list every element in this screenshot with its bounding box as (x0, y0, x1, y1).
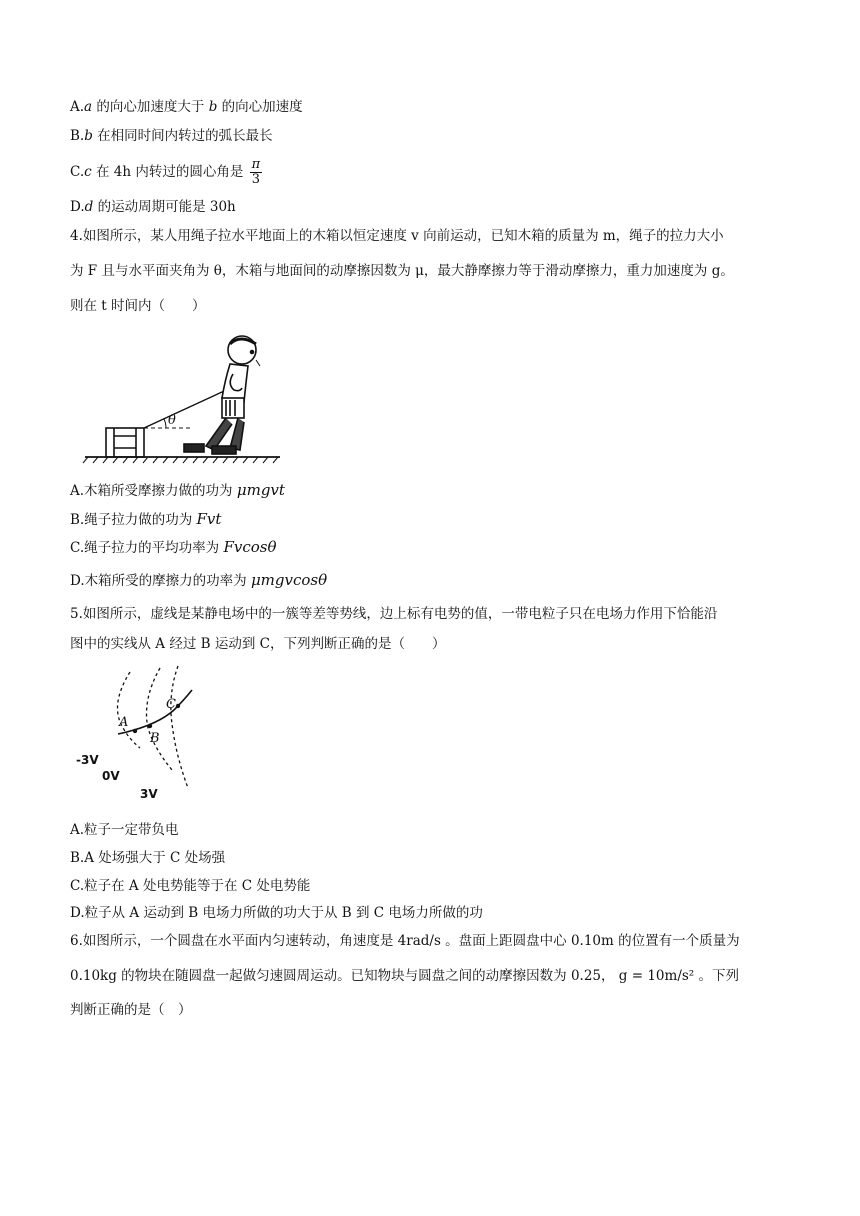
label-a: A (119, 715, 129, 730)
q4-option-d (70, 570, 327, 591)
var-b: b (84, 128, 93, 144)
person-pulling-icon (184, 336, 260, 454)
option-b-prefix: B. (70, 128, 85, 144)
q3-option-b (70, 126, 273, 146)
fraction-numerator: π (251, 157, 261, 172)
option-d-prefix: D. (70, 199, 85, 215)
q5-option-c: C.粒子在 A 处电势能等于在 C 处电势能 (70, 878, 311, 894)
label-c: C (166, 697, 176, 712)
option-c-formula: Fvcosθ (223, 538, 277, 556)
option-a-post: 的向心加速度 (217, 99, 303, 115)
option-a-prefix: A. (70, 99, 85, 115)
label-3v: 3V (140, 787, 158, 801)
option-c-prefix: C. (70, 164, 85, 180)
q6-stem-line-1: 6.如图所示，一个圆盘在水平面内匀速转动，角速度是 4rad/s 。盘面上距圆盘中心 0.10m 的位置有一个质量为 (70, 933, 740, 949)
q5-figure-equipotential-lines (70, 664, 205, 804)
q4-stem-line-2: 为 F 且与水平面夹角为 θ，木箱与地面间的动摩擦因数为 μ，最大静摩擦力等于滑动摩擦力，重力加速度为 g。 (70, 263, 734, 279)
label-b: B (150, 731, 160, 746)
equipotential-line-minus-3v (118, 672, 141, 748)
var-c: c (84, 164, 92, 180)
option-a-text: A.木箱所受摩擦力做的功为 (70, 483, 237, 499)
angle-theta-label: θ (168, 413, 176, 428)
q5-option-a: A.粒子一定带负电 (70, 822, 179, 838)
particle-trajectory (118, 690, 192, 734)
q3-option-c (70, 158, 262, 187)
option-a-formula: μmgvt (236, 481, 285, 499)
option-d-text: D.木箱所受的摩擦力的功率为 (70, 573, 251, 589)
option-b-formula: Fvt (196, 510, 222, 528)
fraction-denominator: 3 (251, 172, 261, 187)
label-minus-3v: -3V (76, 753, 99, 767)
equipotential-line-3v (171, 666, 188, 788)
option-c-text: 在 4h 内转过的圆心角是 (91, 164, 248, 180)
q6-stem-line-2: 0.10kg 的物块在随圆盘一起做匀速圆周运动。已知物块与圆盘之间的动摩擦因数为 0.25， g = 10m/s² 。下列 (70, 968, 740, 984)
option-b-text: 在相同时间内转过的弧长最长 (92, 128, 273, 144)
q4-figure-person-pulling-box (80, 330, 290, 466)
option-d-formula: μmgvcosθ (250, 571, 328, 589)
point-c-dot (176, 704, 180, 708)
label-0v: 0V (102, 769, 120, 783)
q5-option-d: D.粒子从 A 运动到 B 电场力所做的功大于从 B 到 C 电场力所做的功 (70, 905, 483, 921)
var-d: d (84, 199, 94, 215)
q3-option-a (70, 97, 303, 117)
q5-stem-line-2: 图中的实线从 A 经过 B 运动到 C，下列判断正确的是（ ） (70, 636, 446, 652)
q5-stem-line-1: 5.如图所示，虚线是某静电场中的一簇等差等势线，边上标有电势的值，一带电粒子只在电场力作用下恰能沿 (70, 606, 718, 622)
point-a-dot (133, 729, 137, 733)
fraction-pi-over-3 (250, 158, 263, 187)
option-c-text: C.绳子拉力的平均功率为 (70, 540, 224, 556)
q3-option-d (70, 197, 236, 217)
option-b-text: B.绳子拉力做的功为 (70, 512, 197, 528)
var-b: b (208, 99, 218, 115)
q4-option-a (70, 480, 285, 501)
q4-stem-line-3: 则在 t 时间内（ ） (70, 298, 206, 314)
var-a: a (84, 99, 93, 115)
q6-stem-line-3: 判断正确的是（ ） (70, 1002, 192, 1018)
option-d-text: 的运动周期可能是 30h (93, 199, 236, 215)
wooden-box (106, 428, 144, 457)
q4-option-c (70, 537, 276, 558)
q5-option-b: B.A 处场强大于 C 处场强 (70, 850, 226, 866)
option-a-mid: 的向心加速度大于 (92, 99, 209, 115)
q4-stem-line-1: 4.如图所示，某人用绳子拉水平地面上的木箱以恒定速度 v 向前运动，已知木箱的质量为 m，绳子的拉力大小 (70, 228, 724, 244)
equipotential-line-0v (147, 668, 173, 770)
q4-option-b (70, 509, 221, 530)
point-b-dot (148, 724, 152, 728)
